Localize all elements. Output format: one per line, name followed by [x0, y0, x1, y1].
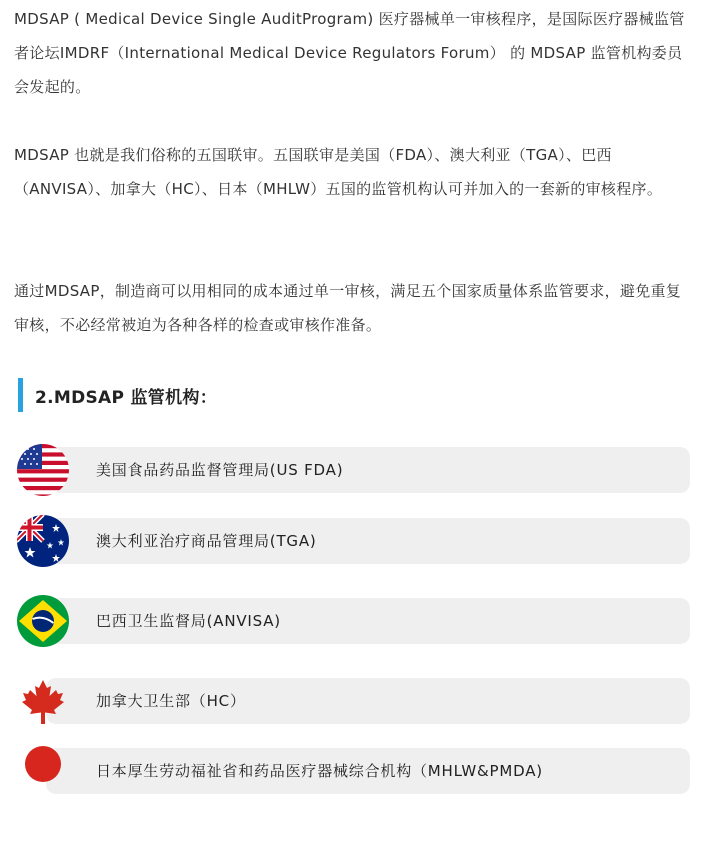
five-nation-paragraph: MDSAP 也就是我们俗称的五国联审。五国联审是美国（FDA）、澳大利亚（TGA）、巴西（ANVISA）、加拿大（HC）、日本（MHLW）五国的监管机构认可并加入的一套新的审核程序。 [14, 146, 663, 198]
agency-label: 澳大利亚治疗商品管理局(TGA) [96, 532, 317, 550]
benefits-paragraph: 通过MDSAP，制造商可以用相同的成本通过单一审核，满足五个国家质量体系监管要求，避免重复审核，不必经常被迫为各种各样的检查或审核作准备。 [14, 282, 682, 334]
agency-label: 日本厚生劳动福祉省和药品医疗器械综合机构（MHLW&PMDA) [96, 762, 543, 780]
agency-item-japan-mhlw-pmda [18, 748, 690, 794]
brazil-flag-icon [16, 594, 70, 648]
agency-item-brazil-anvisa [18, 598, 690, 644]
section-title: 2.MDSAP 监管机构： [35, 387, 217, 408]
agency-item-us-fda [18, 447, 690, 493]
agency-label: 美国食品药品监督管理局(US FDA) [96, 461, 344, 479]
agency-item-australia-tga [18, 518, 690, 564]
intro-paragraph: MDSAP ( Medical Device Single AuditProgram) 医疗器械单一审核程序，是国际医疗器械监管者论坛IMDRF（International Medical Device Regulators Forum） 的 MDSAP 监管机构委员会发起的。 [14, 10, 685, 96]
section-accent-bar [18, 378, 23, 412]
canada-flag-icon [16, 674, 70, 728]
agency-item-canada-hc [18, 678, 690, 724]
agency-label: 巴西卫生监督局(ANVISA) [96, 612, 281, 630]
agency-label: 加拿大卫生部（HC） [96, 692, 246, 710]
us-flag-icon [16, 443, 70, 497]
australia-flag-icon [16, 514, 70, 568]
japan-flag-icon [16, 744, 70, 798]
section-heading [18, 378, 217, 412]
